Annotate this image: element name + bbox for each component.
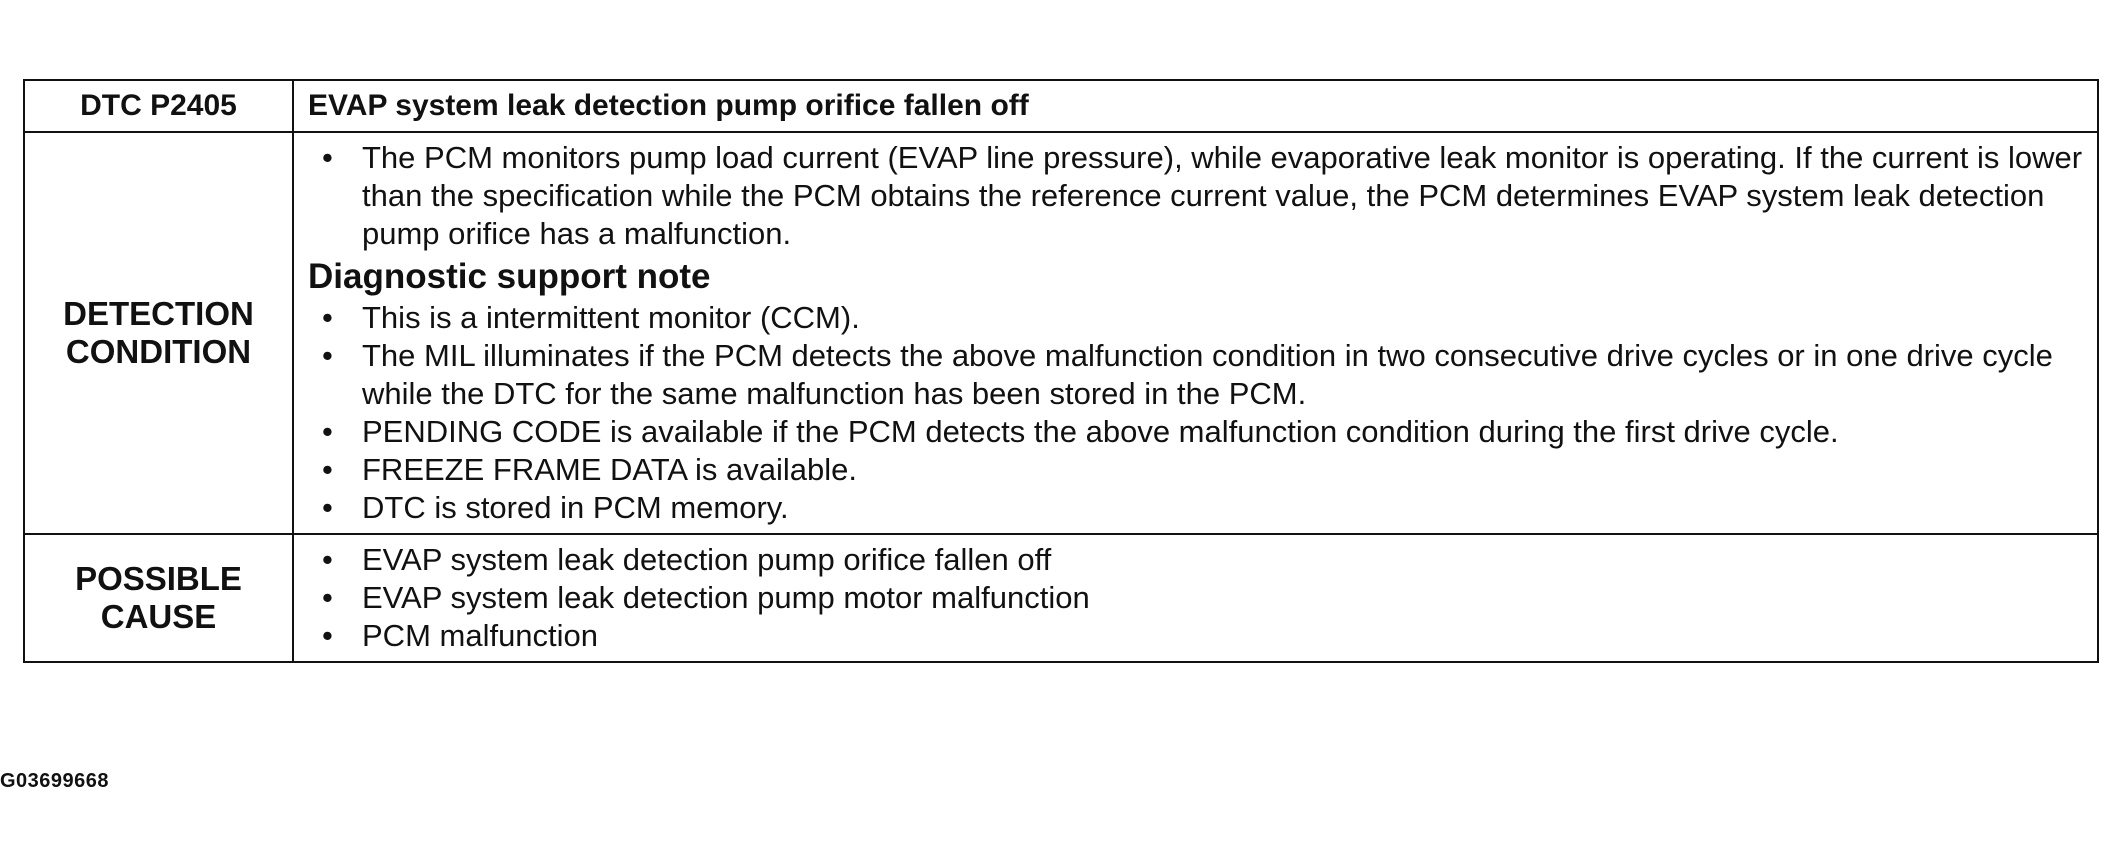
dtc-header-row: [24, 80, 2098, 132]
list-item: • PENDING CODE is available if the PCM detects the above malfunction condition during the first drive cycle.: [308, 413, 2085, 451]
diagnostic-support-note-heading: Diagnostic support note: [308, 257, 711, 296]
possible-cause-row: [24, 534, 2098, 662]
list-item: • The PCM monitors pump load current (EVAP line pressure), while evaporative leak monitor is operating. If the current is lower than the specification while the PCM obtains the reference current value, the PCM determines EVAP system leak detection pump orifice has a malfunction.: [308, 139, 2085, 253]
list-item: • PCM malfunction: [308, 617, 2085, 655]
list-item: • The MIL illuminates if the PCM detects the above malfunction condition in two consecutive drive cycles or in one drive cycle while the DTC for the same malfunction has been stored in the PCM.: [308, 337, 2085, 413]
dtc-code-cell: DTC P2405: [24, 80, 293, 132]
possible-cause-label: [24, 534, 293, 662]
dtc-title-cell: EVAP system leak detection pump orifice fallen off: [293, 80, 2098, 132]
possible-cause-content: [293, 534, 2098, 662]
possible-cause-list: [308, 541, 2085, 655]
possible-cause-label-line2: CAUSE: [100, 598, 217, 635]
detection-condition-label: [24, 132, 293, 534]
detection-intro-list: [308, 139, 2085, 253]
list-item: • FREEZE FRAME DATA is available.: [308, 451, 2085, 489]
list-item: • EVAP system leak detection pump orifice fallen off: [308, 541, 2085, 579]
list-item: • EVAP system leak detection pump motor malfunction: [308, 579, 2085, 617]
detection-label-line2: CONDITION: [65, 333, 252, 370]
list-item: • This is a intermittent monitor (CCM).: [308, 299, 2085, 337]
figure-code: G03699668: [0, 770, 110, 792]
dtc-table: [23, 79, 2099, 663]
possible-cause-label-line1: POSSIBLE: [75, 560, 242, 597]
diagnostic-note-list: [308, 299, 2085, 527]
detection-condition-row: [24, 132, 2098, 534]
detection-condition-content: [293, 132, 2098, 534]
detection-label-line1: DETECTION: [63, 295, 254, 332]
list-item: • DTC is stored in PCM memory.: [308, 489, 2085, 527]
